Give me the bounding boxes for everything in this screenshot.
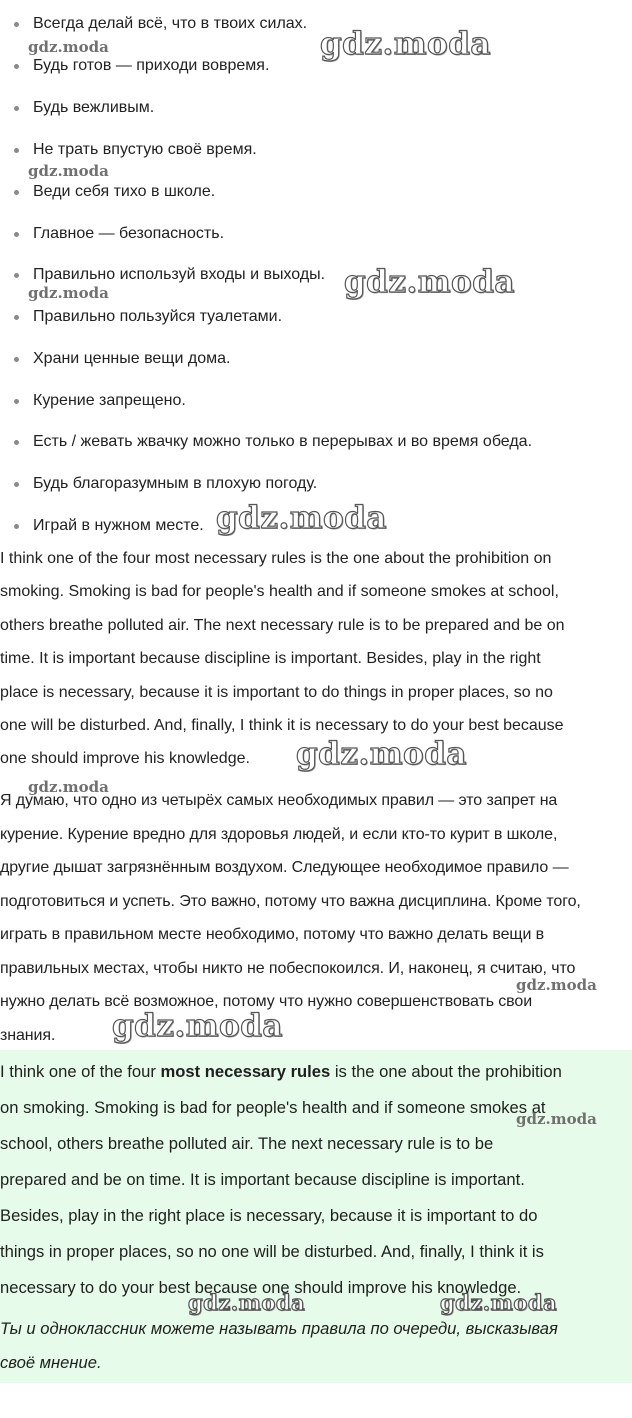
- bullet-icon: [14, 148, 19, 153]
- watermark-logo: gdz.moda: [112, 1008, 283, 1044]
- rule-text: Будь благоразумным в плохую погоду.: [33, 475, 318, 492]
- bullet-icon: [14, 273, 19, 278]
- watermark-logo: gdz.moda: [440, 1290, 558, 1315]
- bullet-icon: [14, 22, 19, 27]
- watermark-logo: gdz.moda: [188, 1290, 306, 1315]
- watermark-logo: gdz.moda: [516, 1110, 597, 1128]
- bullet-icon: [14, 315, 19, 320]
- answer-text-rest: is the one about the prohibition on smoking. Smoking is bad for people's health and if someone smokes at school, others breathe polluted air. The next necessary rule is to be prepared and be on time. It is important because discipline is important. Besides, play in the right place is necessary, because it is important to do things in proper places, so no one will be disturbed. And, finally, I think it is necessary to do your best because one should improve his knowledge.: [0, 1062, 562, 1297]
- rule-text: Есть / жевать жвачку можно только в перерывах и во время обеда.: [33, 433, 533, 450]
- watermark-logo: gdz.moda: [320, 26, 491, 62]
- answer-text-lead: I think one of the four: [0, 1062, 161, 1081]
- bullet-icon: [14, 399, 19, 404]
- answer-note: Ты и одноклассник можете называть правила по очереди, высказывая своё мнение.: [0, 1319, 558, 1372]
- bullet-icon: [14, 64, 19, 69]
- watermark-logo: gdz.moda: [344, 264, 515, 300]
- watermark-logo: gdz.moda: [28, 38, 109, 56]
- watermark-logo: gdz.moda: [28, 778, 109, 796]
- rule-text: Всегда делай всё, что в твоих силах.: [33, 15, 308, 32]
- highlighted-answer-text: [0, 1054, 632, 1306]
- rule-text: Не трать впустую своё время.: [33, 141, 257, 158]
- bullet-icon: [14, 357, 19, 362]
- highlighted-answer-box: [0, 1050, 632, 1383]
- rule-text: Правильно пользуйся туалетами.: [33, 308, 283, 325]
- answer-paragraph-english: I think one of the four most necessary rules is the one about the prohibition on smoking. Smoking is bad for people's health and if someone smokes at school, others breathe polluted air. The next necessary rule is to be prepared and be on time. It is important because discipline is important. Besides, play in the right place is necessary, because it is important to do things in proper places, so no one will be disturbed. And, finally, I think it is necessary to do your best because one should improve his knowledge.: [0, 550, 565, 768]
- rule-text: Веди себя тихо в школе.: [33, 183, 216, 200]
- rule-text: Будь готов — приходи вовремя.: [33, 57, 270, 74]
- bullet-icon: [14, 106, 19, 111]
- bullet-icon: [14, 524, 19, 529]
- answer-text-bold: most necessary rules: [160, 1062, 331, 1081]
- rule-text: Будь вежливым.: [33, 99, 155, 116]
- watermark-logo: gdz.moda: [516, 976, 597, 994]
- rule-text: Правильно используй входы и выходы.: [33, 266, 326, 283]
- bullet-icon: [14, 190, 19, 195]
- rule-text: Храни ценные вещи дома.: [33, 350, 231, 367]
- watermark-logo: gdz.moda: [28, 284, 109, 302]
- rule-text: Главное — безопасность.: [33, 225, 225, 242]
- watermark-logo: gdz.moda: [28, 162, 109, 180]
- watermark-logo: gdz.moda: [296, 736, 467, 772]
- answer-paragraph-russian: Я думаю, что одно из четырёх самых необходимых правил — это запрет на курение. Курение вредно для здоровья людей, и если кто-то курит в школе, другие дышат загрязнённым воздухом. Следующее необходимое правило — подготовиться и успеть. Это важно, потому что важна дисциплина. Кроме того, играть в правильном месте необходимо, потому что важно делать вещи в правильных местах, чтобы никто не побеспокоился. И, наконец, я считаю, что нужно делать всё возможное, потому что нужно совершенствовать свои знания.: [0, 792, 581, 1044]
- watermark-logo: gdz.moda: [216, 500, 387, 536]
- bullet-icon: [14, 482, 19, 487]
- bullet-icon: [14, 440, 19, 445]
- rule-text: Играй в нужном месте.: [33, 517, 204, 534]
- rule-text: Курение запрещено.: [33, 392, 186, 409]
- bullet-icon: [14, 232, 19, 237]
